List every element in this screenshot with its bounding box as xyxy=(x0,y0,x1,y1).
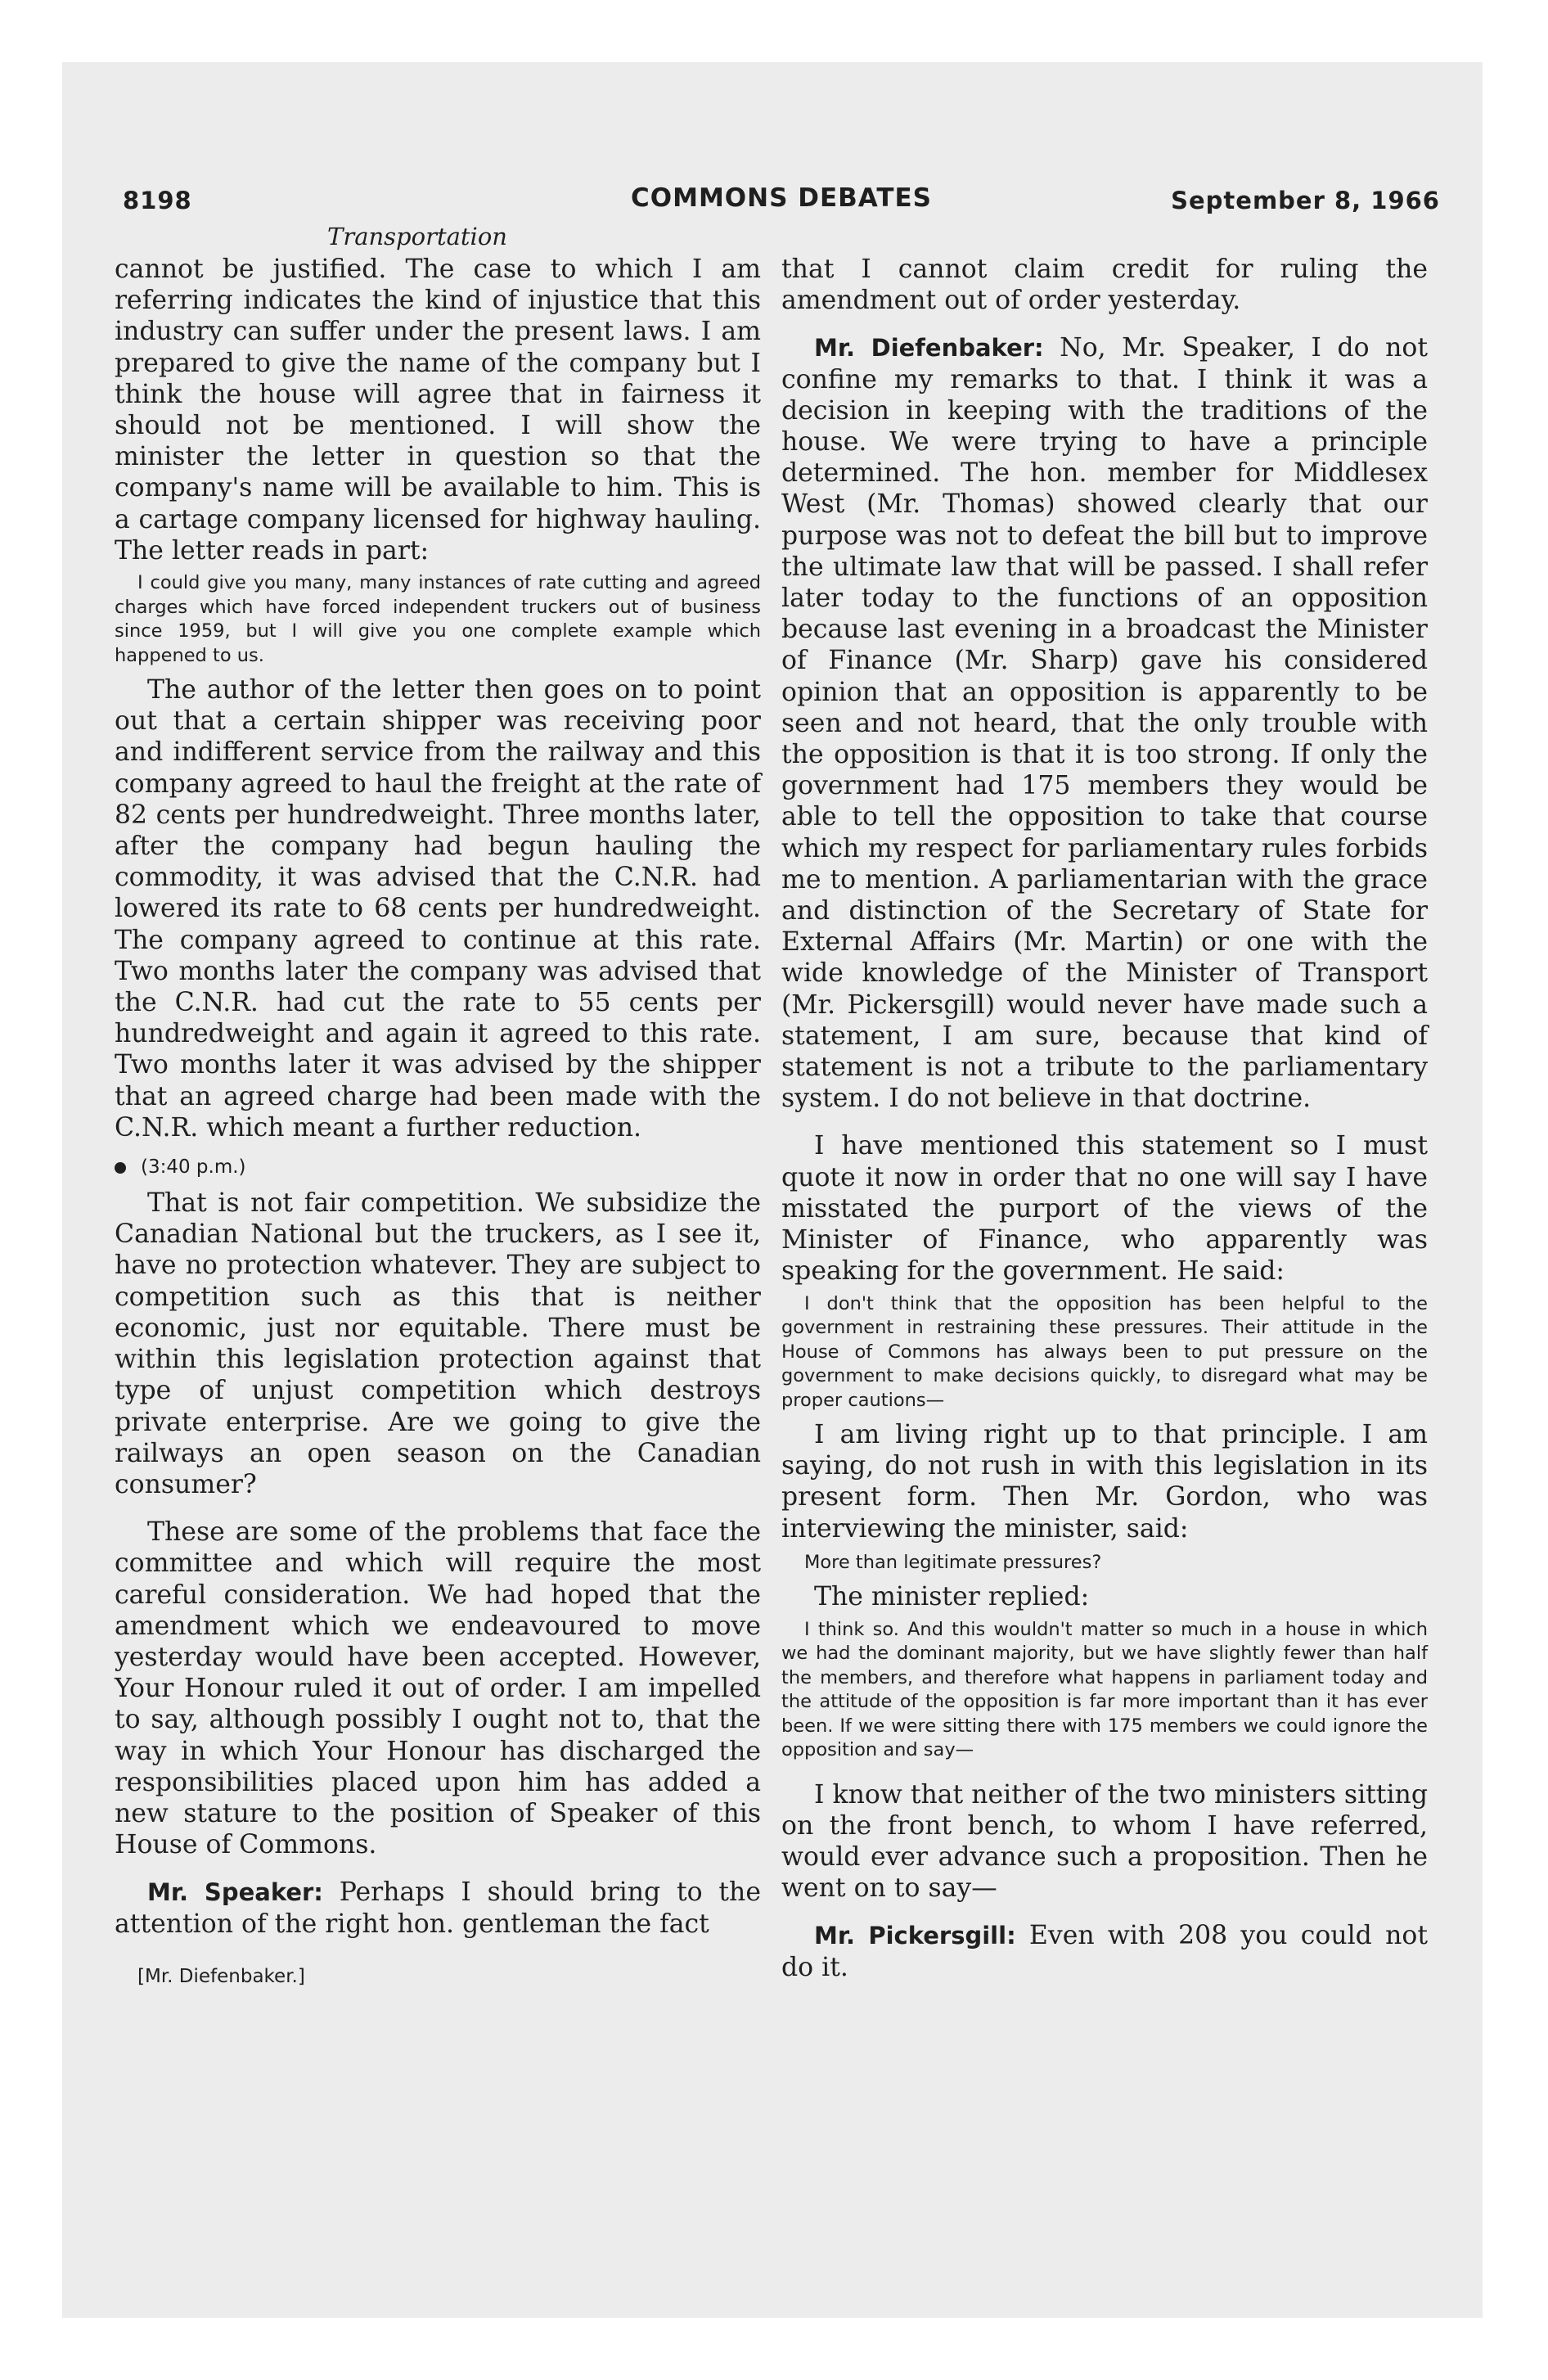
time-marker-text: (3:40 p.m.) xyxy=(141,1156,246,1179)
left-letter-quote: I could give you many, many instances of rate cutting and agreed charges which have forced independent truckers out of business since 1959, but I will give you one complete example which happened to us. xyxy=(115,572,761,666)
right-paragraph-1: that I cannot claim credit for ruling the amendment out of order yesterday. xyxy=(781,255,1428,316)
section-title: Transportation xyxy=(327,223,507,250)
time-marker xyxy=(115,1155,761,1179)
right-quote-1: I don't think that the opposition has been helpful to the government in restraining these pressures. Their attitude in the House of Commons has always been to put pressure on the government to make decisions quickly, to disregard what may be proper cautions— xyxy=(781,1292,1428,1411)
right-column xyxy=(781,254,1428,1983)
page-number: 8198 xyxy=(123,187,192,214)
right-quote-3: I think so. And this wouldn't matter so much in a house in which we had the dominant majority, but we have slightly fewer than half the members, and therefore what happens in parliament today and the attitude of the opposition is far more important than it has ever been. If we were sitting there with 175 members we could ignore the opposition and say— xyxy=(781,1618,1428,1761)
left-paragraph-2: The author of the letter then goes on to point out that a certain shipper was receiving poor and indifferent service from the railway and this company agreed to haul the freight at the rate of 82 cents per hundredweight. Three months later, after the company had begun hauling the commodity, it was advised that the C.N.R. had lowered its rate to 68 cents per hundredweight. The company agreed to continue at this rate. Two months later the company was advised that the C.N.R. had cut the rate to 55 cents per hundredweight and again it agreed to this rate. Two months later it was advised by the shipper that an agreed charge had been made with the C.N.R. which meant a further reduction. xyxy=(115,675,761,1143)
speaker-name: Mr. Speaker: xyxy=(147,1878,323,1907)
right-paragraph-6: I know that neither of the two ministers sitting on the front bench, to whom I have referred, would ever advance such a proposition. Then he went on to say— xyxy=(781,1779,1428,1904)
bullet-icon xyxy=(115,1162,126,1174)
left-paragraph-1: cannot be justified. The case to which I am referring indicates the kind of injustice that this industry can suffer under the present laws. I am prepared to give the name of the company but I think the house will agree that in fairness it should not be mentioned. I will show the minister the letter in question so that the company's name will be available to him. This is a cartage company licensed for highway hauling. The letter reads in part: xyxy=(115,255,761,566)
speaker-name: Mr. Pickersgill: xyxy=(814,1922,1016,1950)
speaker-name: Mr. Diefenbaker: xyxy=(814,334,1044,363)
right-paragraph-7 xyxy=(781,1920,1428,1982)
right-paragraph-3: I have mentioned this statement so I must quote it now in order that no one will say I have misstated the purport of the views of the Minister of Finance, who apparently was speaking for the government. He said: xyxy=(781,1131,1428,1287)
left-column xyxy=(115,254,761,1989)
right-paragraph-4: I am living right up to that principle. I am saying, do not rush in with this legislation in its present form. Then Mr. Gordon, who was interviewing the minister, said: xyxy=(781,1420,1428,1544)
right-quote-2: More than legitimate pressures? xyxy=(804,1551,1102,1573)
left-paragraph-3: That is not fair competition. We subsidize the Canadian National but the truckers, as I see it, have no protection whatever. They are subject to competition such as this that is neither economic, just nor equitable. There must be within this legislation protection against that type of unjust competition which destroys private enterprise. Are we going to give the railways an open season on the Canadian consumer? xyxy=(115,1188,761,1499)
left-paragraph-5 xyxy=(115,1877,761,1939)
right-paragraph-2 xyxy=(781,332,1428,1114)
right-paragraph-5: The minister replied: xyxy=(814,1582,1090,1612)
publication-date: September 8, 1966 xyxy=(1171,187,1440,214)
speaker-text: No, Mr. Speaker, I do not confine my remarks to that. I think it was a decision in keeping with the traditions of the house. We were trying to have a principle determined. The hon. member for Middlesex West (Mr. Thomas) showed clearly that our purpose was not to defeat the bill but to improve the ultimate law that will be passed. I shall refer later today to the functions of an opposition because last evening in a broadcast the Minister of Finance (Mr. Sharp) gave his considered opinion that an opposition is apparently to be seen and not heard, that the only trouble with the opposition is that it is too strong. If only the government had 175 members they would be able to tell the opposition to take that course which my respect for parliamentary rules forbids me to mention. A parliamentarian with the grace and distinction of the Secretary of State for External Affairs (Mr. Martin) or one with the wide knowledge of the Minister of Transport (Mr. Pickersgill) would never have made such a statement, I am sure, because that kind of statement is not a tribute to the parliamentary system. I do not believe in that doctrine. xyxy=(781,333,1429,1114)
left-paragraph-4: These are some of the problems that face the committee and which will require the most careful consideration. We had hoped that the amendment which we endeavoured to move yesterday would have been accepted. However, Your Honour ruled it out of order. I am impelled to say, although possibly I ought not to, that the way in which Your Honour has discharged the responsibilities placed upon him has added a new stature to the position of Speaker of this House of Commons. xyxy=(115,1517,761,1860)
footer-note: [Mr. Diefenbaker.] xyxy=(137,1965,305,1987)
publication-title: COMMONS DEBATES xyxy=(631,183,932,213)
speaker-text: Even with 208 you could not do it. xyxy=(781,1921,1428,1982)
speaker-text: Perhaps I should bring to the attention of the right hon. gentleman the fact xyxy=(115,1877,761,1939)
